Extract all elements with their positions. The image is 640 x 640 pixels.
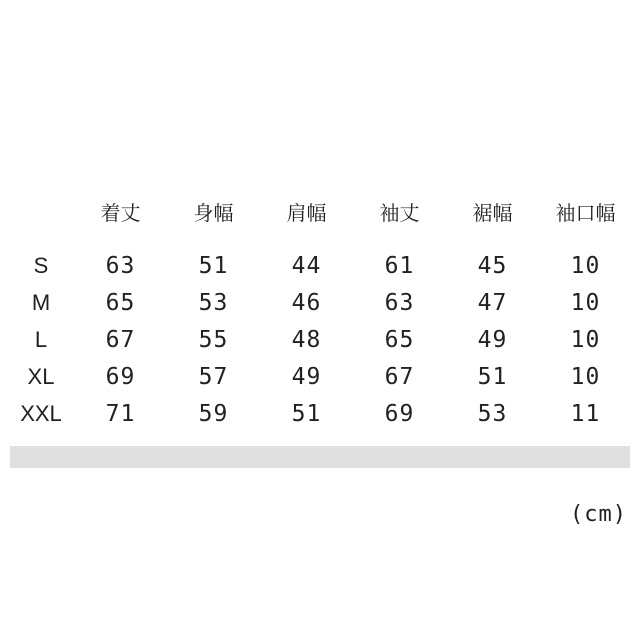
row-label-s: S [33, 252, 49, 278]
cell-s-susohaba: 45 [477, 252, 508, 279]
cell-xl-chakutake: 69 [105, 363, 136, 390]
cell-m-susohaba: 47 [477, 289, 508, 316]
row-label-xl: XL [27, 363, 55, 389]
divider-bar [10, 446, 630, 468]
column-header-mihaba: 身幅 [193, 200, 234, 225]
column-header-sodeguchihaba: 袖口幅 [555, 200, 616, 225]
cell-s-sodeguchihaba: 10 [570, 252, 601, 279]
corner-cell [8, 190, 74, 232]
row-label-xxl: XXL [20, 400, 62, 426]
cell-l-sodeguchihaba: 10 [570, 326, 601, 353]
cell-l-katahaba: 48 [291, 326, 322, 353]
cell-m-mihaba: 53 [198, 289, 229, 316]
column-header-susohaba: 裾幅 [472, 200, 513, 225]
row-label-m: M [31, 289, 51, 315]
cell-xxl-susohaba: 53 [477, 400, 508, 427]
cell-xl-sodeguchihaba: 10 [570, 363, 601, 390]
cell-l-susohaba: 49 [477, 326, 508, 353]
cell-xxl-sodetake: 69 [384, 400, 415, 427]
cell-xl-mihaba: 57 [198, 363, 229, 390]
column-header-chakutake: 着丈 [100, 200, 141, 225]
cell-l-mihaba: 55 [198, 326, 229, 353]
cell-xxl-chakutake: 71 [105, 400, 136, 427]
column-header-sodetake: 袖丈 [379, 200, 420, 225]
cell-l-sodetake: 65 [384, 326, 415, 353]
column-header-katahaba: 肩幅 [286, 200, 327, 225]
cell-m-chakutake: 65 [105, 289, 136, 316]
row-label-l: L [34, 326, 48, 352]
cell-s-chakutake: 63 [105, 252, 136, 279]
cell-m-sodetake: 63 [384, 289, 415, 316]
unit-label-cm: (cm) [570, 502, 627, 527]
cell-xxl-mihaba: 59 [198, 400, 229, 427]
cell-s-sodetake: 61 [384, 252, 415, 279]
cell-xl-sodetake: 67 [384, 363, 415, 390]
cell-l-chakutake: 67 [105, 326, 136, 353]
cell-xxl-katahaba: 51 [291, 400, 322, 427]
cell-s-mihaba: 51 [198, 252, 229, 279]
size-chart-table [8, 190, 632, 432]
cell-m-katahaba: 46 [291, 289, 322, 316]
cell-xxl-sodeguchihaba: 11 [570, 400, 601, 427]
cell-s-katahaba: 44 [291, 252, 322, 279]
cell-xl-katahaba: 49 [291, 363, 322, 390]
cell-m-sodeguchihaba: 10 [570, 289, 601, 316]
cell-xl-susohaba: 51 [477, 363, 508, 390]
